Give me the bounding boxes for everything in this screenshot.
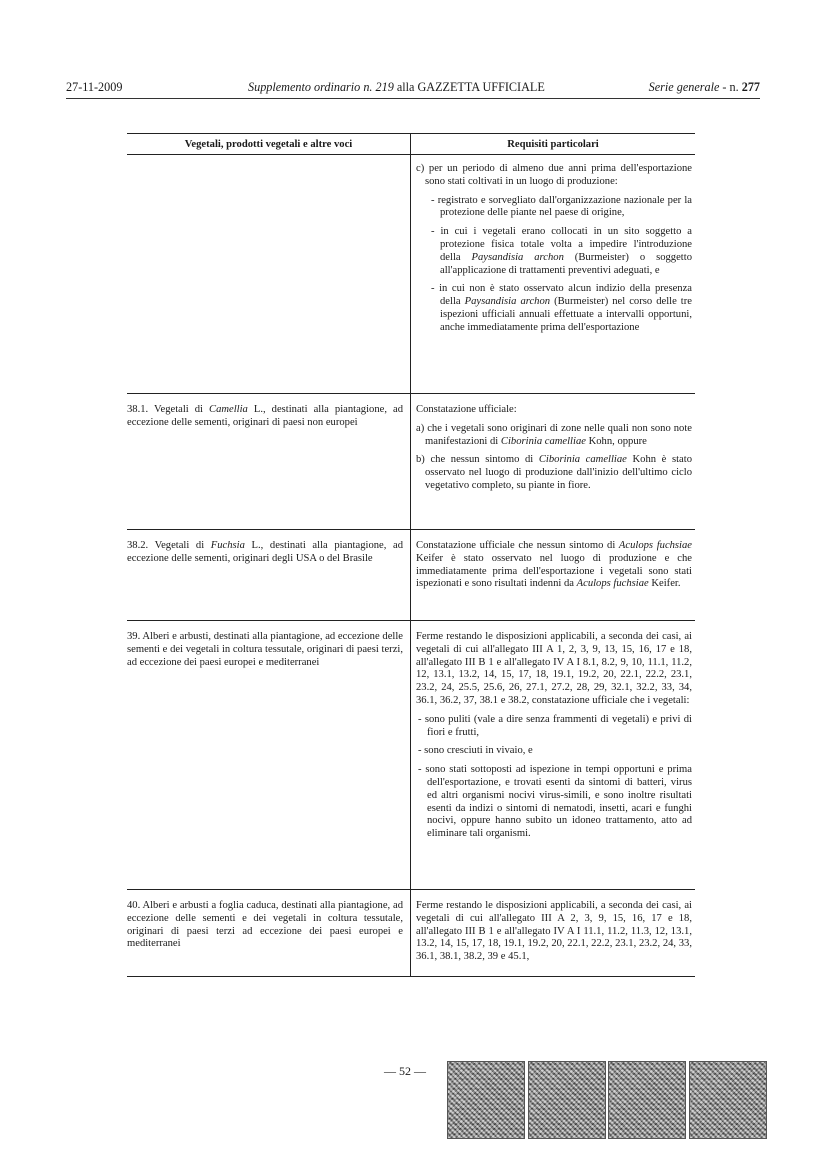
requirement-paragraph	[416, 714, 692, 740]
text-run: Ferme restando le disposizioni applicabili, a seconda dei casi, ai vegetali di cui all'allegato III A 1, 2, 3, 9, 13, 15, 16, 17 e 18, all'allegato III B 1 e all'allegato IV A I 8.1, 8.2, 9, 10, 11.1, 11.2, 12, 13.1, 13.2, 14, 15, 17, 18, 19.1, 19.2, 20, 22.1, 22.2, 23.1, 23.2, 24, 25.5, 25.6, 26, 27.1, 27.2, 28, 29, 32.1, 32.2, 33, 34, 36.1, 36.2, 37, 38.1 e 38.2, constatazione ufficiale che i vegetali:	[416, 631, 692, 706]
text-run: Keifer.	[648, 578, 681, 590]
text-run: Constatazione ufficiale che nessun sintomo di	[416, 540, 619, 551]
text-run: (Burmeister) nel corso delle tre ispezioni ufficiali annuali effettuate a intervalli opportuni, anche immediatamente prima dell'esportazione	[440, 296, 692, 333]
text-run: - registrato e sorvegliato dall'organizzazione nazionale per la protezione delle piante nel paese di origine,	[431, 194, 692, 219]
text-run: 40. Alberi e arbusti a foglia caduca, destinati alla piantagione, ad eccezione delle sementi e dei vegetali in coltura tessutale, originari di paesi terzi ad eccezione dei paesi europei e mediterranei	[127, 900, 403, 950]
text-run: c) per un periodo di almeno due anni prima dell'esportazione sono stati coltivati in un luogo di produzione:	[416, 163, 692, 187]
text-run: Keifer è stato osservato nel luogo di produzione e che immediatamente prima dell'esportazione i vegetali sono stati ispezionati e sono risultati indenni da	[416, 552, 692, 590]
column-header-plants: Vegetali, prodotti vegetali e altre voci	[184, 139, 353, 150]
species-name: Paysandisia archon	[471, 251, 564, 263]
text-run: Kohn è stato osservato nel luogo di produzione dall'inizio dell'ultimo ciclo vegetativo completo, su piante in fiore.	[425, 454, 692, 491]
requirement-paragraph	[416, 631, 692, 708]
requirements-table	[127, 133, 695, 977]
row-requirement-cell	[416, 163, 692, 341]
text-run: 38.1. Vegetali di	[127, 404, 210, 415]
requirement-paragraph	[416, 226, 692, 277]
header-rule	[66, 98, 760, 99]
requirement-paragraph	[416, 195, 692, 221]
species-name: Ciborinia camelliae	[538, 454, 627, 466]
text-run: Kohn, oppure	[585, 435, 647, 447]
text-run: L., destinati alla piantagione, ad eccezione delle sementi, originari degli USA o del Brasile	[127, 540, 403, 564]
item-description	[127, 404, 403, 430]
row-item-cell	[127, 900, 403, 951]
table-row	[127, 890, 695, 977]
row-item-cell	[127, 631, 403, 669]
item-description	[127, 540, 403, 566]
text-run: Ferme restando le disposizioni applicabili, a seconda dei casi, ai vegetali di cui all'allegato III A 2, 3, 9, 15, 16, 17 e 18, all'allegato III B 1 e all'allegato IV A I 11.1, 11.2, 11.3, 12, 13.1, 13.2, 14, 15, 17, 18, 19.1, 19.2, 20, 22.1, 22.2, 23.1, 23.2, 24, 33, 36.1, 38.1, 38.2, 39 e 45.1,	[416, 900, 692, 963]
text-run: - in cui non è stato osservato alcun indizio della presenza della	[431, 283, 692, 308]
header-date: 27-11-2009	[66, 80, 123, 94]
security-stamp	[609, 1062, 685, 1138]
table-row	[127, 530, 695, 621]
table-row	[127, 394, 695, 530]
requirement-paragraph	[416, 454, 692, 492]
row-requirement-cell	[416, 540, 692, 597]
row-requirement-cell	[416, 631, 692, 847]
row-item-cell	[127, 540, 403, 566]
text-run: 39. Alberi e arbusti, destinati alla piantagione, ad eccezione delle sementi e dei vegetali in coltura tessutale, originari di paesi terzi, ad eccezione dei paesi europei e mediterranei	[127, 631, 403, 668]
text-run: Constatazione ufficiale:	[416, 404, 517, 415]
header-series-number: 277	[741, 80, 760, 94]
page-number: — 52 —	[384, 1064, 426, 1078]
text-run: L., destinati alla piantagione, ad eccezione delle sementi, originari di paesi non europei	[127, 404, 403, 428]
table-header	[127, 133, 695, 155]
header-publication	[248, 80, 545, 95]
requirement-paragraph	[416, 283, 692, 334]
item-description	[127, 900, 403, 951]
requirement-paragraph	[416, 404, 692, 417]
row-requirement-cell	[416, 900, 692, 970]
text-run: - sono stati sottoposti ad ispezione in tempi opportuni e prima dell'esportazione, e trovati esenti da sintomi di batteri, virus ed altri organismi nocivi virus-simili, e sono inoltre risultati esenti da indizi o sintomi di nematodi, insetti, acari e funghi nocivi, oppure hanno subito un idoneo trattamento, atto ad eliminare tali organismi.	[418, 764, 692, 840]
species-name: Camellia	[209, 404, 248, 415]
requirement-paragraph	[416, 745, 692, 758]
security-stamp	[690, 1062, 766, 1138]
text-run: b) che nessun sintomo di	[416, 454, 539, 466]
text-run: 38.2. Vegetali di	[127, 540, 211, 551]
species-name: Paysandisia archon	[464, 296, 551, 308]
requirement-paragraph	[416, 764, 692, 841]
species-name: Fuchsia	[210, 540, 245, 551]
header-series-italic: Serie generale	[648, 80, 720, 94]
row-requirement-cell	[416, 404, 692, 499]
text-run: - sono cresciuti in vivaio, e	[418, 745, 533, 757]
requirement-paragraph	[416, 540, 692, 591]
requirement-paragraph	[416, 900, 692, 964]
table-row	[127, 621, 695, 890]
text-run: - sono puliti (vale a dire senza frammenti di vegetali) e privi di fiori e frutti,	[418, 713, 692, 738]
column-header-requirements: Requisiti particolari	[507, 139, 599, 150]
header-publication-rest: alla GAZZETTA UFFICIALE	[393, 80, 545, 94]
text-run: (Burmeister) o soggetto all'applicazione di trattamenti preventivi adeguati, e	[440, 251, 692, 276]
species-name: Ciborinia camelliae	[500, 435, 586, 447]
species-name: Aculops fuchsiae	[576, 578, 649, 590]
header-series	[649, 80, 760, 95]
text-run: - in cui i vegetali erano collocati in un sito soggetto a protezione fisica totale volta a impedire l'introduzione della	[431, 226, 692, 263]
species-name: Aculops fuchsiae	[618, 540, 693, 551]
item-description	[127, 631, 403, 669]
requirement-paragraph	[416, 423, 692, 449]
header-publication-italic: Supplemento ordinario n. 219	[248, 80, 394, 94]
row-item-cell	[127, 404, 403, 430]
requirement-paragraph	[416, 163, 692, 189]
table-row	[127, 155, 695, 394]
security-stamp	[529, 1062, 605, 1138]
header-series-mid: - n.	[719, 80, 742, 94]
text-run: a) che i vegetali sono originari di zone nelle quali non sono note manifestazioni di	[416, 422, 692, 447]
security-stamp	[448, 1062, 524, 1138]
page-header	[66, 80, 760, 98]
